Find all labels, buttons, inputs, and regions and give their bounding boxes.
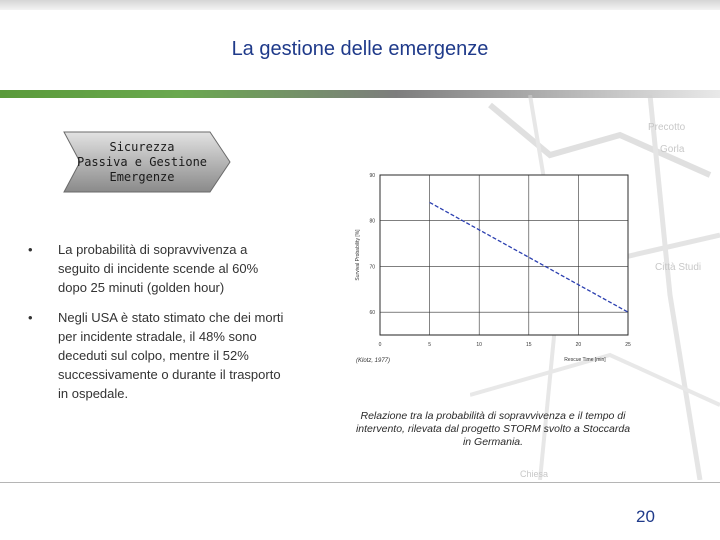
bullet-line: La probabilità di sopravvivenza a (58, 242, 248, 257)
page-number: 20 (636, 507, 655, 526)
bullet-line: dopo 25 minuti (golden hour) (58, 280, 225, 295)
bullet-line: seguito di incidente scende al 60% (58, 261, 259, 276)
bullet-line: Negli USA è stato stimato che dei morti (58, 310, 284, 325)
top-bar (0, 0, 720, 10)
map-label-precotto: Precotto (648, 122, 686, 133)
chart-x-tick-label: 10 (476, 342, 482, 348)
chart-y-tick-label: 60 (369, 310, 375, 317)
chart-y-tick-label: 70 (369, 264, 375, 271)
bullet-line: successivamente o durante il trasporto (58, 367, 281, 382)
caption-line: Relazione tra la probabilità di sopravvivenza e il tempo di (360, 410, 626, 422)
chart-x-tick-label: 5 (428, 342, 431, 348)
map-label-citta-studi: Città Studi (655, 262, 702, 273)
chart-x-tick-label: 15 (526, 342, 532, 348)
caption-line: in Germania. (462, 436, 524, 448)
chevron-label-line: Sicurezza (109, 140, 175, 154)
chart-x-tick-label: 20 (575, 342, 582, 348)
bullet-line: per incidente stradale, il 48% sono (58, 329, 257, 344)
chart-x-axis-label: Rescue Time [min] (564, 357, 606, 363)
bullet-line: deceduti sul colpo, mentre il 52% (58, 348, 249, 363)
bullet-list (28, 240, 318, 414)
survival-chart (345, 165, 645, 365)
chart-source: (Klotz, 1977) (356, 358, 391, 364)
bullet-item (28, 308, 318, 403)
chart-y-tick-label: 80 (369, 218, 375, 225)
bullet-dot: • (28, 310, 33, 325)
chevron-label-line: Passiva e Gestione (76, 155, 208, 169)
bullet-item (28, 240, 318, 297)
chevron-label-line: Emergenze (109, 170, 175, 184)
map-label-chiesa: Chiesa (520, 469, 549, 479)
chart-y-axis-label: Survival Probability [%] (355, 229, 361, 281)
chart-caption (342, 410, 644, 449)
chart-x-tick-label: 25 (625, 342, 631, 348)
caption-line: intervento, rilevata dal progetto STORM svolto a Stoccarda (355, 423, 631, 435)
slide-title: La gestione delle emergenze (231, 38, 489, 60)
chart-x-tick-label: 0 (378, 342, 382, 348)
bullet-dot: • (28, 242, 33, 257)
bullet-line: in ospedale. (58, 386, 129, 401)
footer-divider (0, 482, 720, 483)
chevron-label (62, 140, 222, 185)
map-label-gorla: Gorla (660, 144, 685, 155)
chart-plot-area (380, 175, 628, 335)
chart-y-tick-label: 90 (369, 173, 375, 179)
